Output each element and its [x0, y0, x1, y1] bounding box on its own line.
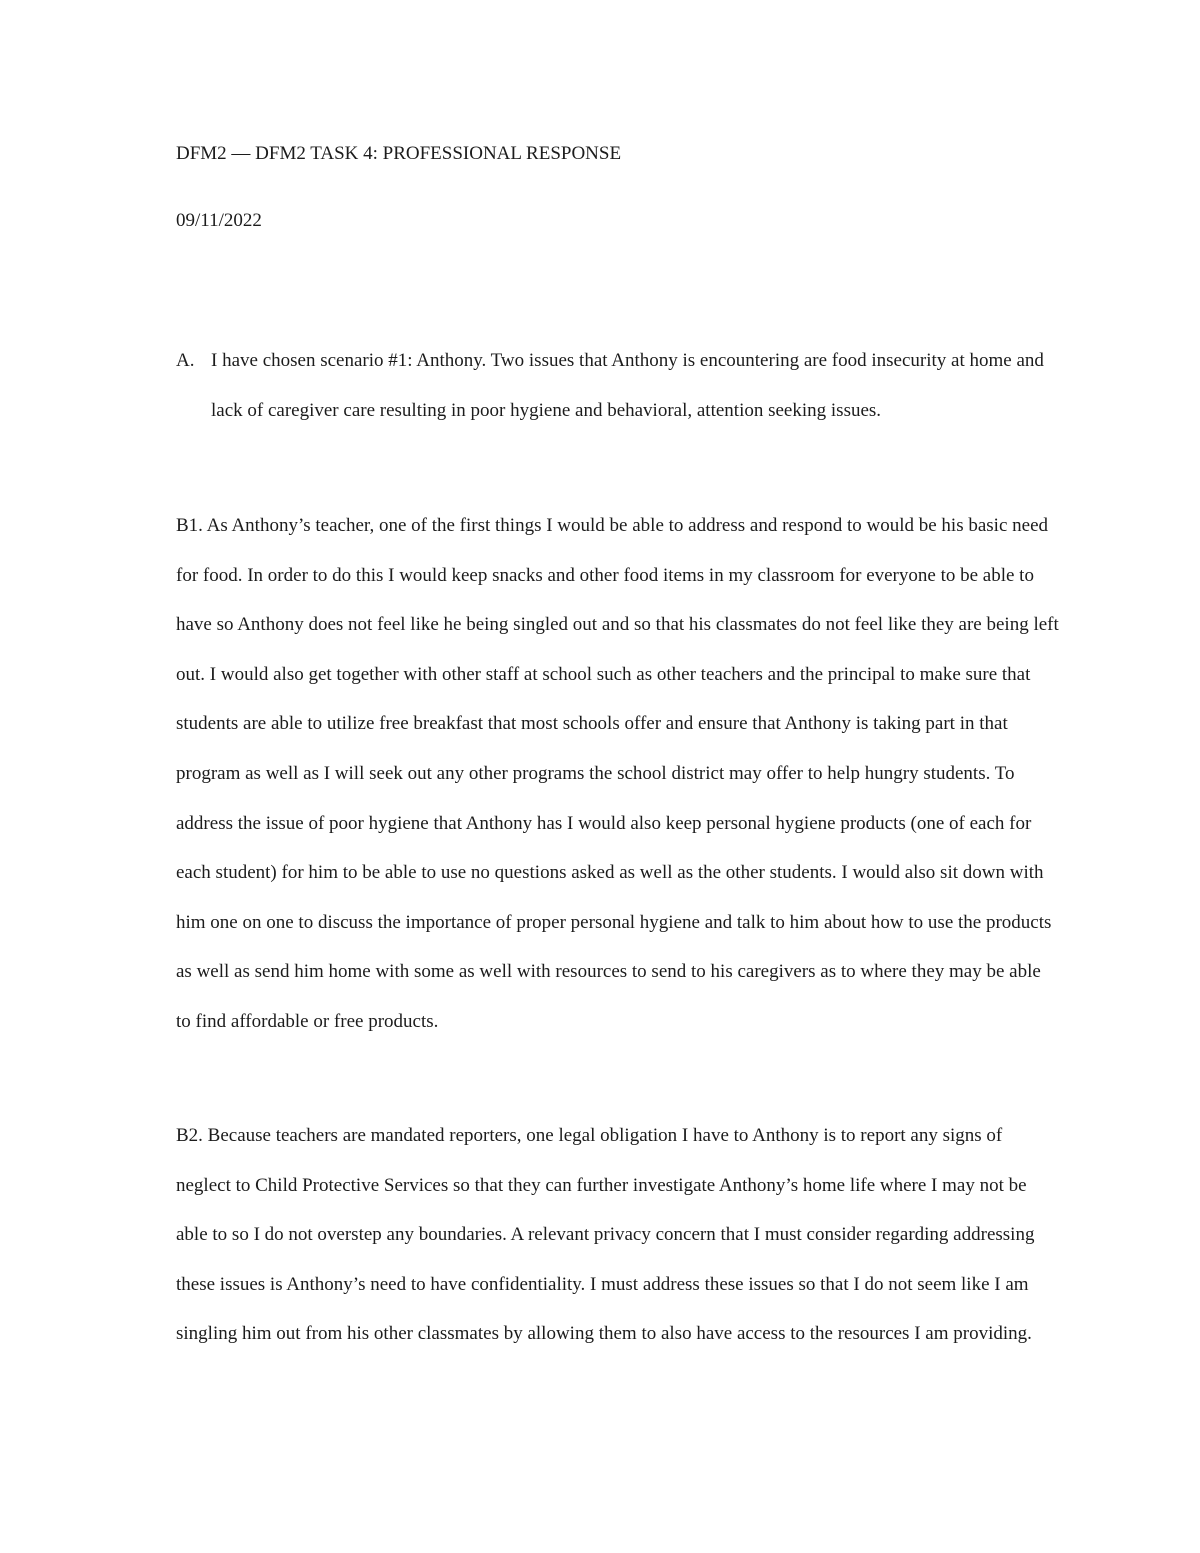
- section-a: [176, 336, 1056, 435]
- section-b2-paragraph: B2. Because teachers are mandated reporters, one legal obligation I have to Anthony is to report any signs of neglect to Child Protective Services so that they can further investigate Anthony’s home life where I may not be able to so I do not overstep any boundaries. A relevant privacy concern that I must consider regarding addressing these issues is Anthony’s need to have confidentiality. I must address these issues so that I do not seem like I am singling him out from his other classmates by allowing them to also have access to the resources I am providing.: [176, 1125, 1035, 1345]
- section-b1-paragraph: B1. As Anthony’s teacher, one of the first things I would be able to address and respond to would be his basic need for food. In order to do this I would keep snacks and other food items in my classroom for everyone to be able to have so Anthony does not feel like he being singled out and so that his classmates do not feel like they are being left out. I would also get together with other staff at school such as other teachers and the principal to make sure that students are able to utilize free breakfast that most schools offer and ensure that Anthony is taking part in that program as well as I will seek out any other programs the school district may offer to help hungry students. To address the issue of poor hygiene that Anthony has I would also keep personal hygiene products (one of each for each student) for him to be able to use no questions asked as well as the other students. I would also sit down with him one on one to discuss the importance of proper personal hygiene and talk to him about how to use the products as well as send him home with some as well with resources to send to his caregivers as to where they may be able to find affordable or free products.: [176, 515, 1059, 1032]
- section-a-marker: A.: [176, 350, 195, 371]
- document-date: 09/11/2022: [176, 210, 262, 231]
- course-title: DFM2 — DFM2 TASK 4: PROFESSIONAL RESPONSE: [176, 143, 622, 164]
- section-a-text: I have chosen scenario #1: Anthony. Two issues that Anthony is encountering are food insecurity at home and lack of caregiver care resulting in poor hygiene and behavioral, attention seeking issues.: [211, 350, 1044, 421]
